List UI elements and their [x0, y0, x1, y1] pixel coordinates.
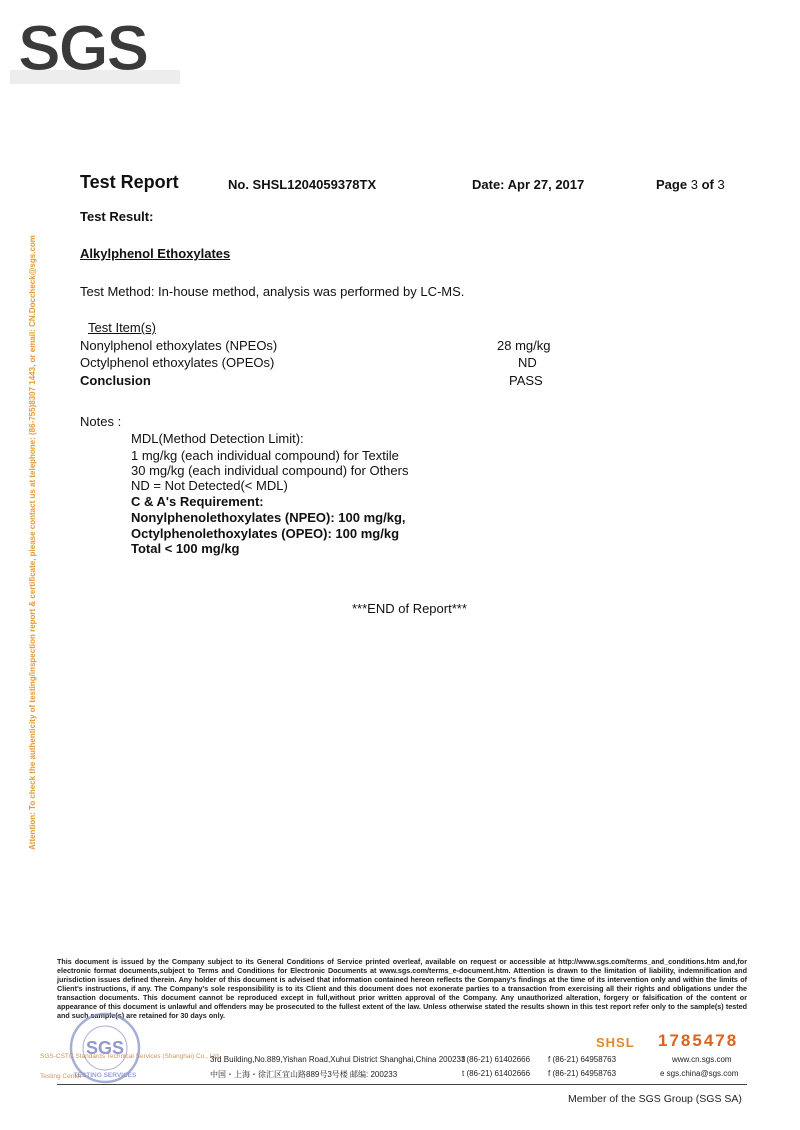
test-result-label: Test Result: — [80, 209, 154, 224]
requirement-line: Nonylphenolethoxylates (NPEO): 100 mg/kg, — [131, 510, 406, 525]
seal-ring-text: TESTING SERVICES — [73, 1072, 137, 1079]
requirement-line: Total < 100 mg/kg — [131, 541, 240, 556]
page-of: of — [701, 177, 714, 192]
footer-terms: This document is issued by the Company subject to its General Conditions of Service printed overleaf, available on request or accessible at http://www.sgs.com/terms_and_conditions.htm and,for electronic format documents,subject to Terms and Conditions for Electronic Documents at www.sgs.com/terms_e-document.htm. Attention is drawn to the limitation of liability, indemnification and jurisdiction issues defined therein. Any holder of this document is advised that information contained hereon reflects the Company's findings at the time of its intervention only and within the limits of Client's instructions, if any. The Company's sole responsibility is to its Client and this document does not exonerate parties to a transaction from exercising all their rights and obligations under the transaction documents. This document cannot be reproduced except in full,without prior written approval of the Company. Any unauthorized alteration, forgery or falsification of the content or appearance of this document is unlawful and offenders may be prosecuted to the fullest extent of the law. Unless otherwise stated the results shown in this test report refer only to the sample(s) tested and such sample(s) are retained for 30 days only. — [57, 957, 747, 1020]
telephone: t (86-21) 61402666 — [462, 1055, 531, 1064]
company-center: Testing Center — [40, 1073, 82, 1080]
company-name: SGS-CSTC Standards Technical Services (Shanghai) Co., Ltd. — [40, 1053, 221, 1060]
fax: f (86-21) 64958763 — [548, 1069, 617, 1078]
table-row-value: ND — [518, 355, 537, 370]
report-title: Test Report — [80, 172, 179, 192]
table-header-test-items: Test Item(s) — [88, 320, 156, 335]
table-row-item: Octylphenol ethoxylates (OPEOs) — [80, 355, 275, 370]
requirement-line: Octylphenolethoxylates (OPEO): 100 mg/kg — [131, 526, 400, 541]
logo-text: SGS — [18, 12, 148, 84]
telephone: t (86-21) 61402666 — [462, 1069, 531, 1078]
sgs-logo — [0, 0, 180, 90]
note-line: 1 mg/kg (each individual compound) for Textile — [131, 448, 399, 463]
test-method: Test Method: In-house method, analysis was performed by LC-MS. — [80, 284, 465, 299]
notes-label: Notes : — [80, 414, 122, 429]
report-date: Date: Apr 27, 2017 — [472, 177, 585, 192]
address-english: 3rd Building,No.889,Yishan Road,Xuhui District Shanghai,China 200233 — [210, 1055, 466, 1064]
conclusion-value: PASS — [509, 373, 543, 388]
member-statement: Member of the SGS Group (SGS SA) — [568, 1093, 742, 1105]
authenticity-side-text: Attention: To check the authenticity of testing/inspection report & certificate, please contact us at telephone: (86-755)8307 1443, or email: CN.Doccheck@sgs.com — [28, 235, 37, 850]
note-line: ND = Not Detected(< MDL) — [131, 478, 288, 493]
end-of-report: ***END of Report*** — [352, 601, 467, 616]
website: www.cn.sgs.com — [672, 1055, 732, 1064]
page-total: 3 — [717, 177, 725, 192]
table-row-item: Nonylphenol ethoxylates (NPEOs) — [80, 338, 278, 353]
table-row-value: 28 mg/kg — [497, 338, 551, 353]
serial-number: 1785478 — [658, 1031, 739, 1050]
note-line: MDL(Method Detection Limit): — [131, 431, 304, 446]
email: e sgs.china@sgs.com — [660, 1069, 739, 1078]
address-chinese: 中国・上海・徐汇区宜山路889号3号楼 邮编: 200233 — [210, 1070, 398, 1079]
fax: f (86-21) 64958763 — [548, 1055, 617, 1064]
serial-label: SHSL — [596, 1035, 635, 1050]
page-indicator — [656, 177, 725, 192]
footer-divider — [57, 1084, 747, 1085]
note-line: 30 mg/kg (each individual compound) for Others — [131, 463, 409, 478]
seal-text: SGS — [85, 1038, 125, 1058]
requirement-line: C & A's Requirement: — [131, 494, 264, 509]
page-prefix: Page — [656, 177, 688, 192]
section-title: Alkylphenol Ethoxylates — [80, 246, 231, 261]
page-current: 3 — [690, 177, 698, 192]
conclusion-label: Conclusion — [80, 373, 151, 388]
report-number: No. SHSL1204059378TX — [228, 177, 377, 192]
